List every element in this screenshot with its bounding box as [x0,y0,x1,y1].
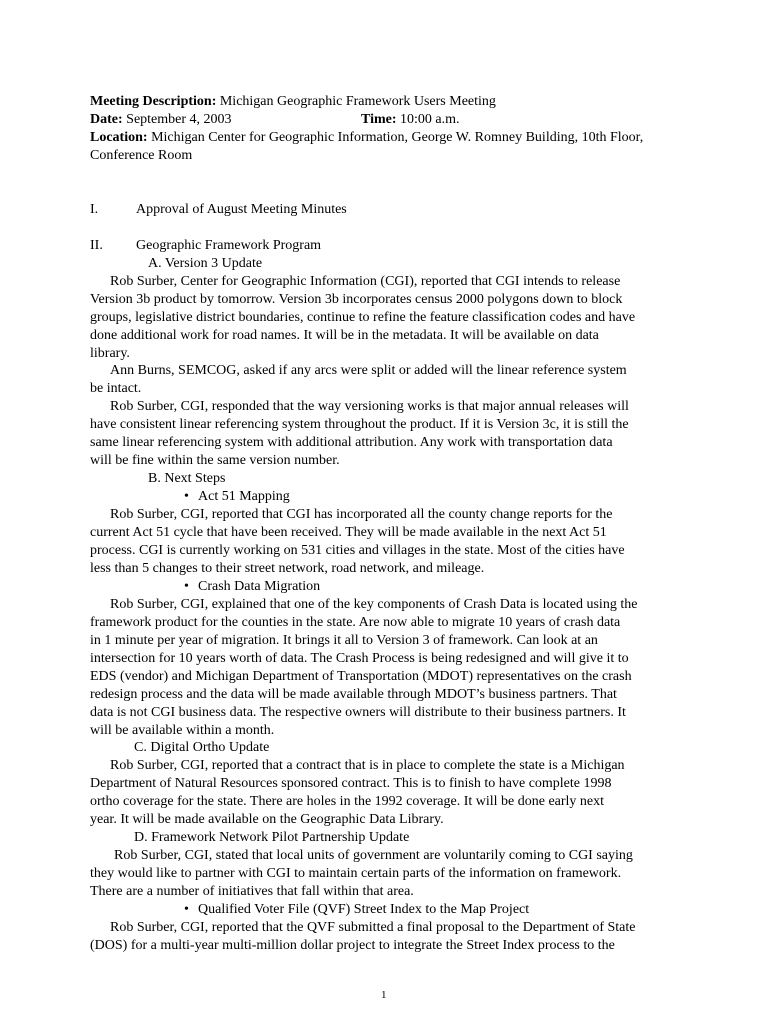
paragraph-line: will be fine within the same version number. [90,453,340,468]
paragraph-line: Version 3b product by tomorrow. Version 3b incorporates census 2000 polygons down to block [90,292,623,307]
section-2-number: II. [90,238,103,253]
bullet-icon: • [184,579,189,594]
paragraph-line: Rob Surber, CGI, reported that a contract that is in place to complete the state is a Michigan [110,758,625,773]
bullet-text: Qualified Voter File (QVF) Street Index to the Map Project [198,902,530,917]
paragraph-line: groups, legislative district boundaries, continue to refine the feature classification codes and have [90,310,636,325]
paragraph-line: Ann Burns, SEMCOG, asked if any arcs were split or added will the linear reference system [110,363,627,378]
bullet-text: Act 51 Mapping [198,489,290,504]
paragraph-line: data is not CGI business data. The respective owners will distribute to their business partners. It [90,705,626,720]
paragraph-line: EDS (vendor) and Michigan Department of Transportation (MDOT) representatives on the crash [90,669,632,684]
paragraph-line: Rob Surber, CGI, responded that the way versioning works is that major annual releases will [110,399,629,414]
paragraph-line: Rob Surber, CGI, stated that local units of government are voluntarily coming to CGI saying [114,848,633,863]
paragraph-line: ortho coverage for the state. There are holes in the 1992 coverage. It will be done early next [90,794,605,809]
bullet-icon: • [184,902,189,917]
paragraph-line: library. [90,346,130,361]
paragraph-line: current Act 51 cycle that have been received. They will be made available in the next Act 51 [90,525,607,540]
meeting-description-label: Meeting Description: [90,94,217,109]
bullet-text: Crash Data Migration [198,579,321,594]
paragraph-line: done additional work for road names. It will be in the metadata. It will be available on data [90,328,599,343]
paragraph-line: they would like to partner with CGI to maintain certain parts of the information on framework. [90,866,622,881]
meeting-date-label: Date: [90,112,123,127]
subsection-b-heading: B. Next Steps [148,471,226,486]
section-2-title: Geographic Framework Program [136,238,322,253]
meeting-date-value: September 4, 2003 [126,112,232,127]
paragraph-line: in 1 minute per year of migration. It brings it all to Version 3 of framework. Can look at an [90,633,598,648]
section-1-number: I. [90,202,99,217]
bullet-item [184,488,290,506]
paragraph-line: have consistent linear referencing system throughout the product. If it is Version 3c, it is still the [90,417,629,432]
paragraph-line: Rob Surber, CGI, explained that one of the key components of Crash Data is located using the [110,597,638,612]
meeting-description-line [90,93,496,111]
bullet-icon: • [184,489,189,504]
meeting-location-label: Location: [90,130,148,145]
meeting-description-value: Michigan Geographic Framework Users Meeting [219,94,496,109]
meeting-location-line [90,129,643,147]
paragraph-line: Department of Natural Resources sponsored contract. This is to finish to have complete 1998 [90,776,612,791]
bullet-item [184,901,529,919]
paragraph-line: less than 5 changes to their street network, road network, and mileage. [90,561,485,576]
bullet-item [184,578,320,596]
meeting-time-line [361,111,460,129]
subsection-a-heading: A. Version 3 Update [148,256,263,271]
paragraph-line: Rob Surber, CGI, reported that the QVF submitted a final proposal to the Department of State [110,920,636,935]
meeting-time-value: 10:00 a.m. [400,112,460,127]
meeting-location-value: Michigan Center for Geographic Information, George W. Romney Building, 10th Floor, [151,130,644,145]
meeting-date-line [90,111,232,129]
section-1-title: Approval of August Meeting Minutes [136,202,347,217]
paragraph-line: redesign process and the data will be made available through MDOT’s business partners. That [90,687,617,702]
subsection-c-heading: C. Digital Ortho Update [134,740,270,755]
paragraph-line: same linear referencing system with additional attribution. Any work with transportation data [90,435,613,450]
paragraph-line: There are a number of initiatives that fall within that area. [90,884,414,899]
paragraph-line: intersection for 10 years worth of data. The Crash Process is being redesigned and will give it to [90,651,629,666]
paragraph-line: year. It will be made available on the Geographic Data Library. [90,812,444,827]
meeting-location-line-2: Conference Room [90,148,193,163]
page-number: 1 [381,989,387,1001]
paragraph-line: (DOS) for a multi-year multi-million dollar project to integrate the Street Index process to the [90,938,615,953]
meeting-time-label: Time: [361,112,397,127]
paragraph-line: process. CGI is currently working on 531 cities and villages in the state. Most of the cities have [90,543,625,558]
paragraph-line: be intact. [90,381,142,396]
paragraph-line: framework product for the counties in the state. Are now able to migrate 10 years of crash data [90,615,621,630]
paragraph-line: Rob Surber, Center for Geographic Information (CGI), reported that CGI intends to release [110,274,621,289]
subsection-d-heading: D. Framework Network Pilot Partnership Update [134,830,410,845]
paragraph-line: Rob Surber, CGI, reported that CGI has incorporated all the county change reports for the [110,507,613,522]
paragraph-line: will be available within a month. [90,723,275,738]
